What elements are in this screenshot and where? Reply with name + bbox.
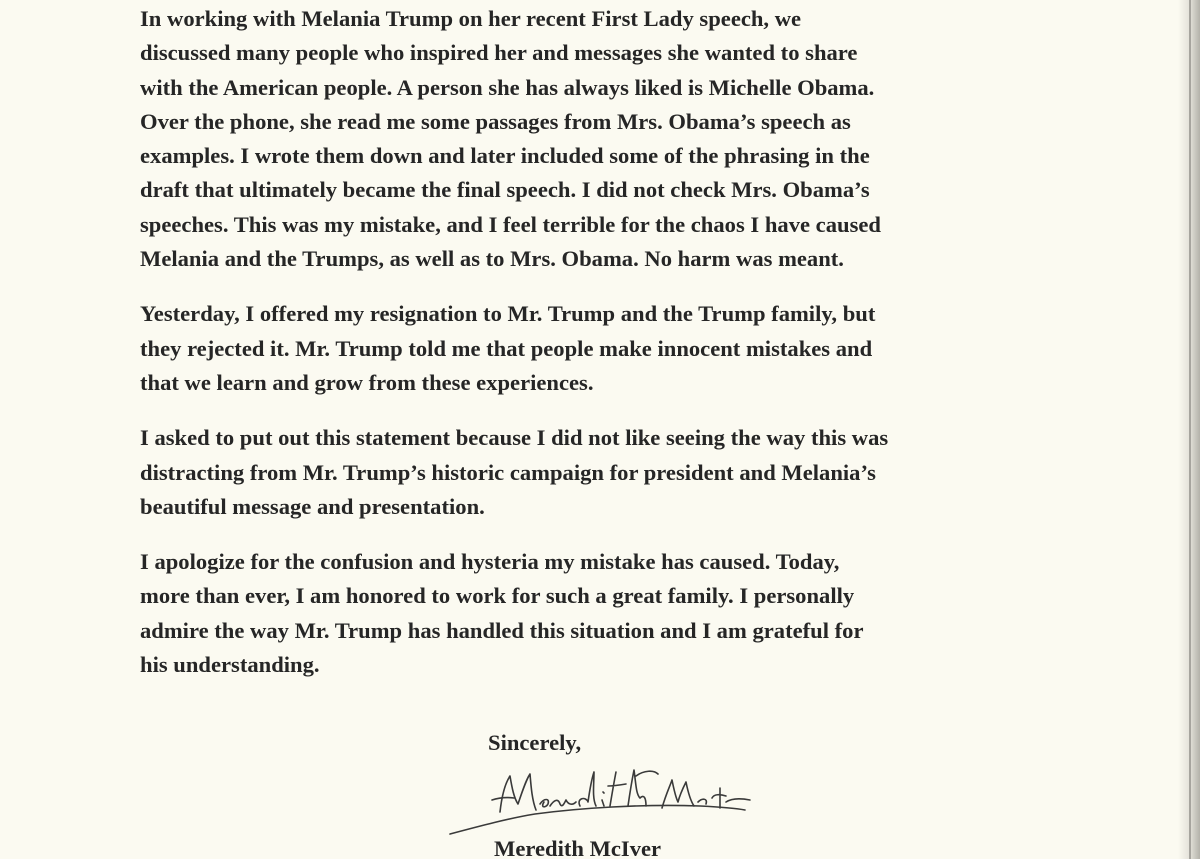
paragraph-1 — [140, 2, 1060, 276]
paragraph-line: his understanding. — [140, 652, 320, 678]
paragraph-line: with the American people. A person she has always liked is Michelle Obama. — [140, 74, 875, 100]
paragraph-line: I asked to put out this statement because I did not like seeing the way this was — [140, 425, 889, 451]
paragraph-line: admire the way Mr. Trump has handled this situation and I am grateful for — [140, 617, 864, 643]
paragraph-line: Yesterday, I offered my resignation to Mr. Trump and the Trump family, but — [140, 301, 876, 327]
letter-body — [140, 2, 1060, 703]
paragraph-3 — [140, 421, 1060, 524]
paragraph-line: Melania and the Trumps, as well as to Mrs. Obama. No harm was meant. — [140, 246, 844, 272]
paragraph-line: I apologize for the confusion and hysteria my mistake has caused. Today, — [140, 549, 840, 575]
signer-name: Meredith McIver — [494, 836, 662, 859]
paragraph-line: In working with Melania Trump on her recent First Lady speech, we — [140, 6, 802, 31]
paragraph-2 — [140, 297, 1060, 400]
paragraph-line: more than ever, I am honored to work for such a great family. I personally — [140, 583, 855, 609]
paragraph-line: beautiful message and presentation. — [140, 493, 485, 519]
page-edge-line — [1189, 0, 1191, 859]
paragraph-line: discussed many people who inspired her and messages she wanted to share — [140, 40, 858, 66]
paragraph-line: that we learn and grow from these experiences. — [140, 369, 594, 395]
paragraph-line: examples. I wrote them down and later included some of the phrasing in the — [140, 143, 870, 169]
paragraph-line: they rejected it. Mr. Trump told me that people make innocent mistakes and — [140, 335, 873, 361]
paragraph-line: distracting from Mr. Trump’s historic campaign for president and Melania’s — [140, 459, 876, 485]
paragraph-line: speeches. This was my mistake, and I feel terrible for the chaos I have caused — [140, 211, 881, 237]
paragraph-line: Over the phone, she read me some passages from Mrs. Obama’s speech as — [140, 108, 851, 134]
closing-salutation: Sincerely, — [488, 730, 582, 755]
paragraph-4 — [140, 545, 1060, 682]
paragraph-line: draft that ultimately became the final speech. I did not check Mrs. Obama’s — [140, 177, 870, 203]
